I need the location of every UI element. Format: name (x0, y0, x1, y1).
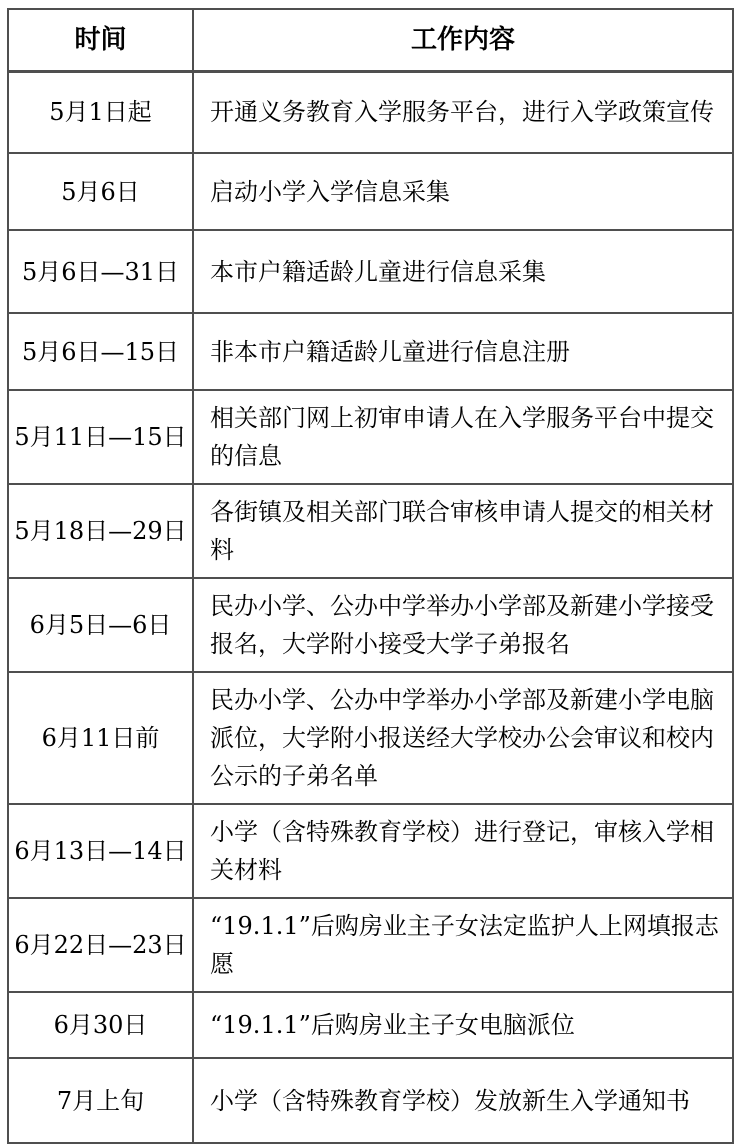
content-cell: 民办小学、公办中学举办小学部及新建小学接受报名，大学附小接受大学子弟报名 (193, 578, 733, 672)
content-cell: 开通义务教育入学服务平台，进行入学政策宣传 (193, 71, 733, 153)
content-cell: 各街镇及相关部门联合审核申请人提交的相关材料 (193, 484, 733, 578)
time-cell: 5月6日 (8, 153, 193, 230)
table-row (8, 390, 733, 484)
table-row (8, 153, 733, 230)
table-row (8, 484, 733, 578)
time-cell: 5月6日—15日 (8, 313, 193, 390)
table-row (8, 313, 733, 390)
time-cell: 5月1日起 (8, 71, 193, 153)
enrollment-schedule-table (7, 8, 734, 1144)
table-row (8, 1058, 733, 1143)
table-row (8, 230, 733, 313)
table-row (8, 992, 733, 1058)
content-cell: 相关部门网上初审申请人在入学服务平台中提交的信息 (193, 390, 733, 484)
table-row (8, 898, 733, 992)
content-cell: 非本市户籍适龄儿童进行信息注册 (193, 313, 733, 390)
table-row (8, 672, 733, 804)
column-header-content: 工作内容 (193, 9, 733, 71)
table-row (8, 578, 733, 672)
column-header-time: 时间 (8, 9, 193, 71)
time-cell: 6月30日 (8, 992, 193, 1058)
content-cell: 本市户籍适龄儿童进行信息采集 (193, 230, 733, 313)
header-row (8, 9, 733, 71)
table-row (8, 804, 733, 898)
content-cell: “19.1.1”后购房业主子女法定监护人上网填报志愿 (193, 898, 733, 992)
time-cell: 5月18日—29日 (8, 484, 193, 578)
content-cell: 启动小学入学信息采集 (193, 153, 733, 230)
content-cell: 民办小学、公办中学举办小学部及新建小学电脑派位，大学附小报送经大学校办公会审议和校内公示的子弟名单 (193, 672, 733, 804)
time-cell: 6月13日—14日 (8, 804, 193, 898)
content-cell: 小学（含特殊教育学校）进行登记，审核入学相关材料 (193, 804, 733, 898)
content-cell: 小学（含特殊教育学校）发放新生入学通知书 (193, 1058, 733, 1143)
time-cell: 6月11日前 (8, 672, 193, 804)
table-row (8, 71, 733, 153)
time-cell: 7月上旬 (8, 1058, 193, 1143)
time-cell: 5月6日—31日 (8, 230, 193, 313)
content-cell: “19.1.1”后购房业主子女电脑派位 (193, 992, 733, 1058)
time-cell: 6月22日—23日 (8, 898, 193, 992)
time-cell: 5月11日—15日 (8, 390, 193, 484)
time-cell: 6月5日—6日 (8, 578, 193, 672)
